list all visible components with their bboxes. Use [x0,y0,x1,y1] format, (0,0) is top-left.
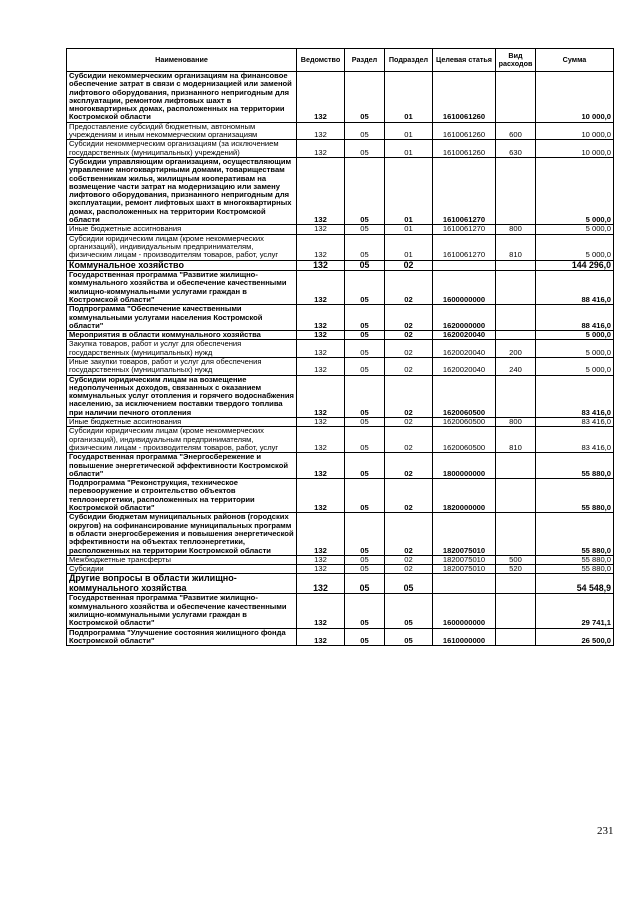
table-row [67,157,614,224]
cell-razdel: 05 [345,305,385,331]
cell-podrazdel: 01 [385,234,433,260]
cell-podrazdel: 02 [385,418,433,427]
cell-expense-type [496,375,536,417]
cell-expense-type [496,260,536,271]
cell-name: Межбюджетные трансферты [67,555,297,564]
cell-name: Другие вопросы в области жилищно-коммунального хозяйства [67,574,297,594]
budget-page [66,48,613,646]
cell-target-article: 1620060500 [433,427,496,453]
cell-sum: 55 880,0 [536,555,614,564]
cell-sum: 55 880,0 [536,453,614,479]
cell-name: Субсидии некоммерческим организациям (за исключением государственных (муниципальных) учреждений) [67,140,297,158]
cell-expense-type: 810 [496,234,536,260]
cell-target-article: 1620060500 [433,375,496,417]
cell-target-article: 1820075010 [433,565,496,574]
cell-expense-type: 800 [496,418,536,427]
table-row [67,479,614,513]
cell-sum: 88 416,0 [536,305,614,331]
cell-expense-type: 810 [496,427,536,453]
cell-target-article: 1610061260 [433,72,496,123]
cell-razdel: 05 [345,72,385,123]
cell-name: Коммунальное хозяйство [67,260,297,271]
cell-target-article: 1600000000 [433,271,496,305]
cell-vedomstvo: 132 [297,140,345,158]
cell-sum: 55 880,0 [536,513,614,555]
cell-target-article: 1610061260 [433,122,496,140]
table-row [67,453,614,479]
cell-vedomstvo: 132 [297,234,345,260]
cell-target-article: 1820075010 [433,513,496,555]
table-row [67,513,614,555]
table-row [67,628,614,646]
cell-razdel: 05 [345,271,385,305]
cell-expense-type [496,305,536,331]
cell-target-article: 1610061270 [433,157,496,224]
cell-razdel: 05 [345,234,385,260]
cell-target-article: 1620020040 [433,340,496,358]
cell-target-article [433,574,496,594]
cell-expense-type [496,331,536,340]
cell-razdel: 05 [345,260,385,271]
cell-podrazdel: 02 [385,340,433,358]
cell-name: Подпрограмма "Улучшение состояния жилищного фонда Костромской области" [67,628,297,646]
cell-vedomstvo: 132 [297,358,345,376]
table-row [67,260,614,271]
cell-vedomstvo: 132 [297,513,345,555]
cell-target-article: 1620020040 [433,358,496,376]
cell-sum: 5 000,0 [536,358,614,376]
table-header-row [67,49,614,72]
table-row [67,305,614,331]
cell-vedomstvo: 132 [297,418,345,427]
cell-name: Закупка товаров, работ и услуг для обеспечения государственных (муниципальных) нужд [67,340,297,358]
table-row [67,574,614,594]
cell-name: Иные закупки товаров, работ и услуг для обеспечения государственных (муниципальных) нужд [67,358,297,376]
cell-podrazdel: 01 [385,72,433,123]
cell-target-article: 1610000000 [433,628,496,646]
cell-podrazdel: 02 [385,453,433,479]
budget-table [66,48,614,646]
cell-razdel: 05 [345,479,385,513]
cell-expense-type [496,594,536,628]
cell-target-article: 1820000000 [433,479,496,513]
table-row [67,234,614,260]
cell-name: Подпрограмма "Обеспечение качественными коммунальными услугами населения Костромской области" [67,305,297,331]
cell-target-article: 1600000000 [433,594,496,628]
cell-expense-type [496,72,536,123]
cell-vedomstvo: 132 [297,555,345,564]
cell-target-article: 1620060500 [433,418,496,427]
cell-sum: 5 000,0 [536,225,614,234]
cell-expense-type [496,157,536,224]
cell-vedomstvo: 132 [297,157,345,224]
table-row [67,427,614,453]
cell-razdel: 05 [345,225,385,234]
cell-podrazdel: 02 [385,565,433,574]
cell-vedomstvo: 132 [297,305,345,331]
cell-sum: 83 416,0 [536,427,614,453]
page-number: 231 [597,825,614,837]
cell-sum: 55 880,0 [536,565,614,574]
cell-vedomstvo: 132 [297,72,345,123]
table-row [67,555,614,564]
table-row [67,358,614,376]
cell-sum: 10 000,0 [536,122,614,140]
cell-sum: 83 416,0 [536,375,614,417]
cell-podrazdel: 02 [385,331,433,340]
table-row [67,225,614,234]
cell-razdel: 05 [345,358,385,376]
cell-vedomstvo: 132 [297,122,345,140]
cell-razdel: 05 [345,513,385,555]
cell-razdel: 05 [345,375,385,417]
cell-name: Субсидии юридическим лицам (кроме некоммерческих организаций), индивидуальным предпринимателям, физическим лицам - производителям товаров, работ, услуг [67,427,297,453]
cell-razdel: 05 [345,594,385,628]
cell-target-article: 1620020040 [433,331,496,340]
cell-podrazdel: 05 [385,594,433,628]
cell-vedomstvo: 132 [297,594,345,628]
cell-expense-type: 500 [496,555,536,564]
cell-sum: 10 000,0 [536,72,614,123]
cell-podrazdel: 02 [385,260,433,271]
cell-podrazdel: 02 [385,427,433,453]
cell-vedomstvo: 132 [297,331,345,340]
cell-podrazdel: 01 [385,225,433,234]
cell-razdel: 05 [345,565,385,574]
cell-vedomstvo: 132 [297,453,345,479]
table-row [67,594,614,628]
cell-name: Субсидии некоммерческим организациям на финансовое обеспечение затрат в связи с модернизацией или заменой лифтового оборудования, признанного непригодным для эксплуатации, ремонтом лифтовых шахт в многоквартирных домах, расположенных на территории Костромской области [67,72,297,123]
cell-razdel: 05 [345,427,385,453]
cell-vedomstvo: 132 [297,565,345,574]
cell-target-article: 1610061270 [433,225,496,234]
cell-target-article: 1610061270 [433,234,496,260]
cell-podrazdel: 02 [385,305,433,331]
cell-expense-type [496,574,536,594]
cell-razdel: 05 [345,157,385,224]
cell-name: Субсидии юридическим лицам (кроме некоммерческих организаций), индивидуальным предпринимателям, физическим лицам - производителям товаров, работ, услуг [67,234,297,260]
cell-razdel: 05 [345,331,385,340]
cell-vedomstvo: 132 [297,628,345,646]
cell-podrazdel: 05 [385,574,433,594]
cell-expense-type [496,628,536,646]
cell-razdel: 05 [345,628,385,646]
header-name: Наименование [67,49,297,72]
header-target-article: Целевая статья [433,49,496,72]
header-podrazdel: Подраздел [385,49,433,72]
table-row [67,340,614,358]
cell-razdel: 05 [345,453,385,479]
cell-razdel: 05 [345,574,385,594]
cell-podrazdel: 01 [385,122,433,140]
cell-name: Подпрограмма "Реконструкция, техническое перевооружение и строительство объектов теплоэнергетики, расположенных на территории Костромской области" [67,479,297,513]
cell-razdel: 05 [345,122,385,140]
cell-expense-type: 240 [496,358,536,376]
cell-target-article: 1820075010 [433,555,496,564]
cell-sum: 55 880,0 [536,479,614,513]
cell-sum: 26 500,0 [536,628,614,646]
cell-podrazdel: 02 [385,375,433,417]
cell-podrazdel: 01 [385,157,433,224]
cell-vedomstvo: 132 [297,427,345,453]
cell-target-article: 1620000000 [433,305,496,331]
cell-sum: 10 000,0 [536,140,614,158]
cell-expense-type: 800 [496,225,536,234]
cell-sum: 5 000,0 [536,234,614,260]
cell-sum: 83 416,0 [536,418,614,427]
table-row [67,72,614,123]
cell-vedomstvo: 132 [297,225,345,234]
cell-razdel: 05 [345,555,385,564]
header-vedomstvo: Ведомство [297,49,345,72]
cell-name: Субсидии управляющим организациям, осуществляющим управление многоквартирными домами, товариществам собственникам жилья, жилищным кооперативам на возмещение части затрат на модернизацию или замену лифтового оборудования, признанного непригодным для эксплуатации, ремонт лифтовых шахт в многоквартирных домах, расположенных на территории Костромской области [67,157,297,224]
cell-vedomstvo: 132 [297,271,345,305]
cell-podrazdel: 02 [385,479,433,513]
cell-podrazdel: 02 [385,555,433,564]
table-body [67,72,614,646]
cell-name: Субсидии бюджетам муниципальных районов (городских округов) на софинансирование муниципальных программ в области энергосбережения и повышения энергетической эффективности на объектах теплоэнергетики, расположенных на территории Костромской области [67,513,297,555]
header-razdel: Раздел [345,49,385,72]
cell-sum: 29 741,1 [536,594,614,628]
cell-sum: 5 000,0 [536,331,614,340]
cell-expense-type: 200 [496,340,536,358]
cell-podrazdel: 05 [385,628,433,646]
cell-expense-type: 630 [496,140,536,158]
cell-vedomstvo: 132 [297,340,345,358]
cell-expense-type [496,271,536,305]
table-row [67,140,614,158]
cell-podrazdel: 02 [385,358,433,376]
header-expense-type: Вид расходов [496,49,536,72]
cell-expense-type: 600 [496,122,536,140]
table-row [67,375,614,417]
cell-razdel: 05 [345,340,385,358]
cell-target-article: 1610061260 [433,140,496,158]
cell-name: Иные бюджетные ассигнования [67,225,297,234]
cell-razdel: 05 [345,418,385,427]
cell-name: Государственная программа "Развитие жилищно-коммунального хозяйства и обеспечение качественными жилищно-коммунальными услугами граждан в Костромской области" [67,271,297,305]
cell-target-article [433,260,496,271]
cell-vedomstvo: 132 [297,479,345,513]
cell-name: Государственная программа "Развитие жилищно-коммунального хозяйства и обеспечение качественными жилищно-коммунальными услугами граждан в Костромской области" [67,594,297,628]
cell-expense-type [496,513,536,555]
cell-sum: 5 000,0 [536,157,614,224]
cell-sum: 144 296,0 [536,260,614,271]
cell-name: Иные бюджетные ассигнования [67,418,297,427]
header-sum: Сумма [536,49,614,72]
cell-expense-type [496,479,536,513]
cell-vedomstvo: 132 [297,375,345,417]
cell-podrazdel: 02 [385,513,433,555]
cell-name: Мероприятия в области коммунального хозяйства [67,331,297,340]
cell-expense-type: 520 [496,565,536,574]
cell-podrazdel: 02 [385,271,433,305]
cell-sum: 54 548,9 [536,574,614,594]
cell-sum: 5 000,0 [536,340,614,358]
cell-vedomstvo: 132 [297,260,345,271]
table-row [67,271,614,305]
cell-expense-type [496,453,536,479]
cell-vedomstvo: 132 [297,574,345,594]
cell-name: Субсидии [67,565,297,574]
cell-podrazdel: 01 [385,140,433,158]
cell-razdel: 05 [345,140,385,158]
cell-name: Государственная программа "Энергосбережение и повышение энергетической эффективности Костромской области" [67,453,297,479]
cell-name: Субсидии юридическим лицам на возмещение недополученных доходов, связанных с оказанием коммунальных услуг отопления и горячего водоснабжения населению, за исключением поставки твердого топлива при наличии печного отопления [67,375,297,417]
cell-name: Предоставление субсидий бюджетным, автономным учреждениям и иным некоммерческим организациям [67,122,297,140]
table-row [67,122,614,140]
cell-target-article: 1800000000 [433,453,496,479]
cell-sum: 88 416,0 [536,271,614,305]
